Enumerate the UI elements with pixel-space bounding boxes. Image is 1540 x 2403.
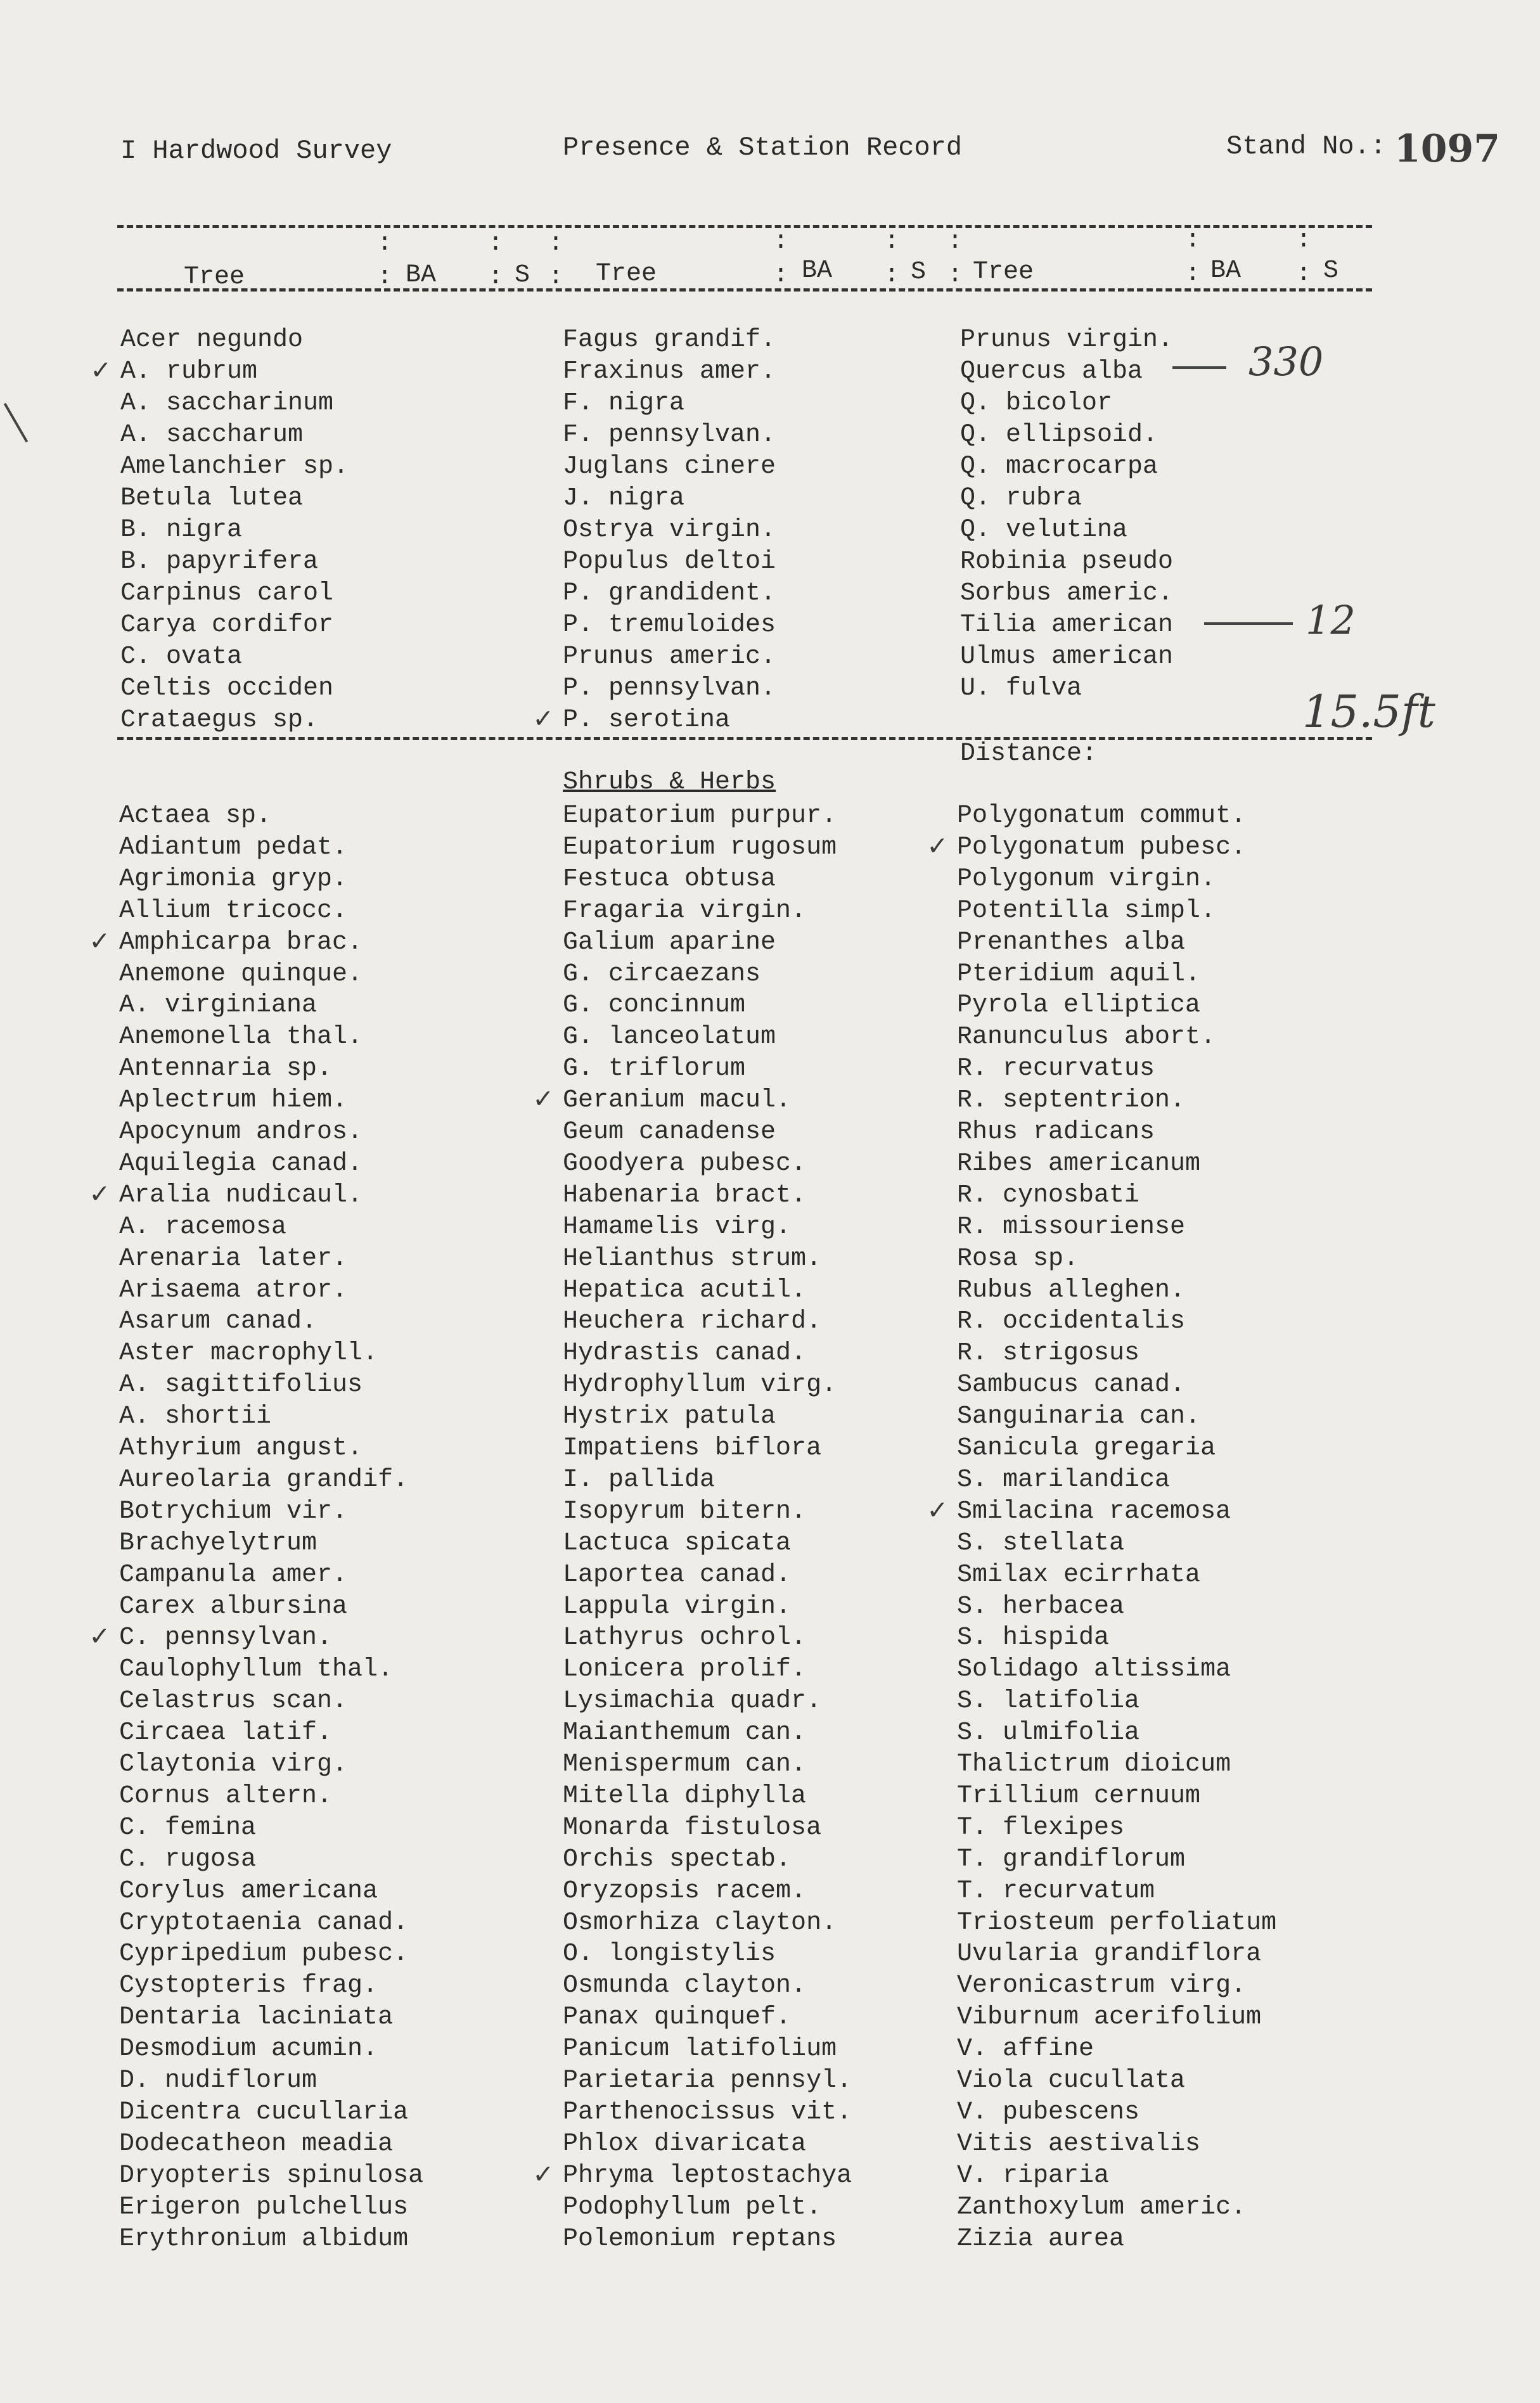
species-item: Anemone quinque. [119,959,363,989]
species-item: Geum canadense [563,1118,776,1146]
survey-title: I Hardwood Survey [120,136,392,166]
species-item: Desmodium acumin. [119,2035,378,2064]
quercus-alba-value: 330 [1248,338,1324,385]
species-item: B. papyrifera [120,548,319,576]
species-item: Carpinus carol [120,579,334,608]
species-item: Monarda fistulosa [563,1813,822,1842]
species-item: Brachyelytrum [119,1528,318,1558]
species-item: Oryzopsis racem. [563,1876,807,1906]
species-item: Heuchera richard. [563,1307,822,1336]
species-item: Tilia american [960,611,1174,639]
species-item: P. tremuloides [563,611,776,639]
species-item: Celastrus scan. [119,1687,348,1716]
species-item: Agrimonia gryp. [119,864,348,894]
check-mark-icon: ✓ [534,703,552,736]
check-mark-icon: ✓ [928,1494,946,1528]
species-item: Polygonatum pubesc. [957,833,1247,862]
species-item: C. ovata [120,643,243,671]
species-item: Festuca obtusa [563,864,776,894]
species-item: Geranium macul. [563,1086,792,1115]
species-item: Ostrya virgin. [563,516,776,544]
species-item: V. pubescens [957,2098,1140,2127]
header-tree-1: Tree [184,263,245,292]
species-item: R. occidentalis [957,1307,1186,1336]
species-item: Viburnum acerifolium [957,2003,1262,2032]
record-title: Presence & Station Record [563,132,963,163]
species-item: Amphicarpa brac. [119,928,363,957]
species-item: A. shortii [119,1402,272,1432]
species-item: P. pennsylvan. [563,674,776,703]
species-item: J. nigra [563,484,685,513]
species-item: G. triflorum [563,1054,746,1084]
species-item: Allium tricocc. [119,896,348,925]
species-item: Triosteum perfoliatum [957,1908,1277,1937]
species-item: Asarum canad. [119,1307,318,1336]
species-item: Circaea latif. [119,1719,333,1748]
species-item: Rubus alleghen. [957,1276,1186,1305]
species-item: Impatiens biflora [563,1434,822,1463]
species-item: C. rugosa [119,1845,257,1874]
header-tree-2: Tree [596,260,657,288]
species-item: Rosa sp. [957,1244,1079,1273]
species-item: Sanicula gregaria [957,1434,1216,1463]
species-item: Cypripedium pubesc. [119,1940,409,1969]
species-item: Celtis occiden [120,674,334,703]
species-item: Cryptotaenia canad. [119,1908,409,1937]
species-item: G. circaezans [563,959,761,989]
check-mark-icon: ✓ [91,925,108,959]
header-ba-2: BA [802,257,833,285]
species-item: A. sagittifolius [119,1371,363,1400]
header-s-2: S [911,258,927,286]
species-item: Apocynum andros. [119,1118,363,1146]
species-item: Ranunculus abort. [957,1023,1216,1052]
species-item: Aplectrum hiem. [119,1086,348,1115]
species-item: S. stellata [957,1528,1125,1558]
header-ba-1: BA [406,261,437,290]
species-item: Hepatica acutil. [563,1276,807,1305]
species-item: C. pennsylvan. [119,1624,333,1653]
species-item: Podophyllum pelt. [563,2193,822,2222]
species-item: Q. rubra [960,484,1082,513]
species-item: Quercus alba [960,357,1143,386]
species-item: Panicum latifolium [563,2035,837,2064]
species-item: A. saccharinum [120,389,334,418]
stand-number: 1097 [1394,127,1500,171]
species-item: Laportea canad. [563,1560,792,1589]
shrubs-title: Shrubs & Herbs [563,768,776,797]
species-item: R. cynosbati [957,1181,1140,1210]
species-item: Caulophyllum thal. [119,1655,394,1684]
species-item: Erigeron pulchellus [119,2193,409,2222]
species-item: Ribes americanum [957,1149,1201,1178]
species-item: Smilax ecirrhata [957,1560,1201,1589]
species-item: Thalictrum dioicum [957,1750,1231,1779]
stand-label: Stand No.: [1226,131,1387,162]
species-item: A. virginiana [119,991,318,1020]
species-item: T. recurvatum [957,1876,1155,1906]
header-tree-3: Tree [973,258,1034,286]
species-item: Betula lutea [120,484,304,513]
species-item: F. pennsylvan. [563,421,776,449]
species-item: Q. bicolor [960,389,1113,418]
species-item: Cornus altern. [119,1781,333,1810]
species-item: Smilacina racemosa [957,1497,1231,1526]
species-item: R. strigosus [957,1339,1140,1368]
species-item: Q. macrocarpa [960,452,1158,481]
species-item: Polygonatum commut. [957,802,1247,830]
species-item: Crataegus sp. [120,706,319,734]
species-item: S. hispida [957,1624,1110,1653]
species-item: Dentaria laciniata [119,2003,394,2032]
species-item: Aureolaria grandif. [119,1465,409,1494]
species-item: G. lanceolatum [563,1023,776,1052]
species-item: Fragaria virgin. [563,896,807,925]
header-s-1: S [515,261,530,290]
species-item: Habenaria bract. [563,1181,807,1210]
species-item: Aster macrophyll. [119,1339,378,1368]
species-item: Maianthemum can. [563,1719,807,1748]
species-item: Lathyrus ochrol. [563,1624,807,1653]
species-item: V. riparia [957,2161,1110,2190]
species-item: Actaea sp. [119,802,272,830]
species-item: G. concinnum [563,991,746,1020]
species-item: Osmunda clayton. [563,1971,807,2001]
species-item: Juglans cinere [563,452,776,481]
species-item: R. recurvatus [957,1054,1155,1084]
species-item: Osmorhiza clayton. [563,1908,837,1937]
species-item: Vitis aestivalis [957,2129,1201,2158]
species-item: Phlox divaricata [563,2129,807,2158]
header-rule-top [117,225,1372,228]
species-item: Phryma leptostachya [563,2161,852,2190]
distance-value: 15.5ft [1302,686,1435,738]
species-item: Campanula amer. [119,1560,348,1589]
species-item: Zanthoxylum americ. [957,2193,1247,2222]
species-item: Prunus virgin. [960,326,1174,354]
species-item: D. nudiflorum [119,2067,318,2095]
species-item: Cystopteris frag. [119,1971,378,2001]
species-item: Orchis spectab. [563,1845,792,1874]
species-item: Carex albursina [119,1592,348,1621]
species-item: Parietaria pennsyl. [563,2067,852,2095]
species-item: Arenaria later. [119,1244,348,1273]
species-item: Veronicastrum virg. [957,1971,1247,2001]
species-item: Rhus radicans [957,1118,1155,1146]
species-item: Mitella diphylla [563,1781,807,1810]
species-item: Lappula virgin. [563,1592,792,1621]
species-item: Robinia pseudo [960,548,1174,576]
species-item: Athyrium angust. [119,1434,363,1463]
species-item: A. racemosa [119,1212,287,1241]
species-item: Hydrophyllum virg. [563,1371,837,1400]
species-item: Fagus grandif. [563,326,776,354]
species-item: Q. velutina [960,516,1128,544]
species-item: Parthenocissus vit. [563,2098,852,2127]
species-item: A. rubrum [120,357,258,386]
species-item: Hydrastis canad. [563,1339,807,1368]
species-item: P. serotina [563,706,731,734]
species-item: Sambucus canad. [957,1371,1186,1400]
species-item: Polemonium reptans [563,2224,837,2253]
species-item: R. septentrion. [957,1086,1186,1115]
species-item: T. flexipes [957,1813,1125,1842]
species-item: A. saccharum [120,421,304,449]
species-item: Isopyrum bitern. [563,1497,807,1526]
species-item: Erythronium albidum [119,2224,409,2253]
check-mark-icon: ✓ [534,1084,552,1117]
species-item: S. latifolia [957,1687,1140,1716]
check-mark-icon: ✓ [92,355,110,388]
check-mark-icon: ✓ [928,830,946,864]
species-item: I. pallida [563,1465,715,1494]
header-s-3: S [1323,257,1339,285]
species-item: U. fulva [960,674,1082,703]
species-item: Corylus americana [119,1876,378,1906]
species-item: Dicentra cucullaria [119,2098,409,2127]
species-item: S. ulmifolia [957,1719,1140,1748]
species-item: Ulmus american [960,643,1174,671]
species-item: Eupatorium rugosum [563,833,837,862]
species-item: Carya cordifor [120,611,334,639]
species-item: F. nigra [563,389,685,418]
species-item: Helianthus strum. [563,1244,822,1273]
species-item: Eupatorium purpur. [563,802,837,830]
species-item: Zizia aurea [957,2224,1125,2253]
species-item: Sanguinaria can. [957,1402,1201,1432]
species-item: Prunus americ. [563,643,776,671]
species-item: Q. ellipsoid. [960,421,1158,449]
species-item: Populus deltoi [563,548,776,576]
species-item: Pteridium aquil. [957,959,1201,989]
species-item: Anemonella thal. [119,1023,363,1052]
species-item: Dryopteris spinulosa [119,2161,424,2190]
species-item: R. missouriense [957,1212,1186,1241]
species-item: P. grandident. [563,579,776,608]
check-mark-icon: ✓ [91,1178,108,1212]
species-item: Dodecatheon meadia [119,2129,394,2158]
species-item: V. affine [957,2035,1094,2064]
species-item: Fraxinus amer. [563,357,776,386]
margin-stroke [4,403,28,443]
species-item: C. femina [119,1813,257,1842]
check-mark-icon: ✓ [91,1621,108,1655]
species-item: Hystrix patula [563,1402,776,1432]
species-item: Potentilla simpl. [957,896,1216,925]
species-item: Botrychium vir. [119,1497,348,1526]
species-item: Sorbus americ. [960,579,1174,608]
species-item: Polygonum virgin. [957,864,1216,894]
species-item: Antennaria sp. [119,1054,333,1084]
species-item: Uvularia grandiflora [957,1940,1262,1969]
species-item: S. marilandica [957,1465,1171,1494]
species-item: S. herbacea [957,1592,1125,1621]
species-item: Menispermum can. [563,1750,807,1779]
species-item: Aralia nudicaul. [119,1181,363,1210]
species-item: T. grandiflorum [957,1845,1186,1874]
species-item: Arisaema atror. [119,1276,348,1305]
tilia-value: 12 [1306,597,1356,643]
species-item: Panax quinquef. [563,2003,792,2032]
species-item: Claytonia virg. [119,1750,348,1779]
species-item: Aquilegia canad. [119,1149,363,1178]
species-item: Pyrola elliptica [957,991,1201,1020]
species-item: Amelanchier sp. [120,452,349,481]
header-rule-bottom [117,288,1372,292]
species-item: Hamamelis virg. [563,1212,792,1241]
quercus-alba-line [1172,366,1226,369]
species-item: Viola cucullata [957,2067,1186,2095]
species-item: Solidago altissima [957,1655,1231,1684]
species-item: Trillium cernuum [957,1781,1201,1810]
species-item: Adiantum pedat. [119,833,348,862]
species-item: B. nigra [120,516,243,544]
species-item: Goodyera pubesc. [563,1149,807,1178]
species-item: Lactuca spicata [563,1528,792,1558]
section-rule [117,737,1372,740]
species-item: Lysimachia quadr. [563,1687,822,1716]
tilia-line [1204,622,1293,625]
distance-label: Distance: [960,740,1098,768]
check-mark-icon: ✓ [534,2158,552,2192]
species-item: Galium aparine [563,928,776,957]
header-ba-3: BA [1210,257,1242,285]
species-item: Prenanthes alba [957,928,1186,957]
species-item: Lonicera prolif. [563,1655,807,1684]
species-item: O. longistylis [563,1940,776,1969]
species-item: Acer negundo [120,326,304,354]
